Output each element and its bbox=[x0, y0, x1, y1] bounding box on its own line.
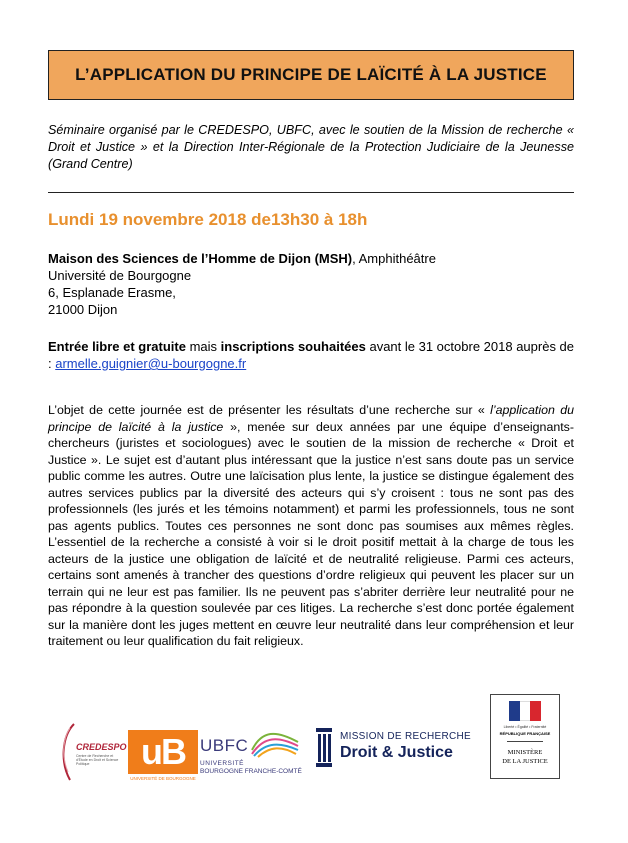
entry-registration: inscriptions souhaitées bbox=[220, 339, 366, 354]
description-paragraph bbox=[48, 402, 574, 650]
republic-name: RÉPUBLIQUE FRANÇAISE bbox=[499, 731, 551, 736]
email-link[interactable]: armelle.guignier@u-bourgogne.fr bbox=[55, 356, 247, 371]
ubfc-waves-icon bbox=[250, 728, 300, 758]
body-part-a: L’objet de cette journée est de présenter les résultats d’une recherche sur « bbox=[48, 403, 491, 417]
entry-text-b: avant le 31 octobre 2018 auprès de : bbox=[48, 339, 575, 371]
ub-logo bbox=[128, 730, 198, 782]
ubfc-logo bbox=[200, 726, 300, 781]
page-title: L’APPLICATION DU PRINCIPE DE LAÏCITÉ À LA JUSTICE bbox=[75, 65, 547, 84]
french-flag-icon bbox=[509, 701, 541, 721]
ubfc-name: UBFC bbox=[200, 736, 249, 755]
credespo-name: CREDESPO bbox=[76, 742, 127, 752]
republic-motto: Liberté • Égalité • Fraternité bbox=[503, 725, 547, 729]
venue-line3: 6, Esplanade Erasme, bbox=[48, 285, 176, 300]
title-banner bbox=[48, 50, 574, 100]
venue-block bbox=[48, 250, 574, 318]
entry-free: Entrée libre et gratuite bbox=[48, 339, 186, 354]
venue-line4: 21000 Dijon bbox=[48, 302, 118, 317]
ministry-divider bbox=[507, 741, 543, 742]
divider bbox=[48, 192, 574, 193]
credespo-subtext: Centre de Recherche et d'Étude en Droit et Science Politique bbox=[76, 754, 119, 766]
registration-info bbox=[48, 338, 574, 372]
columns-icon bbox=[316, 728, 332, 768]
ub-mark: uB bbox=[128, 730, 198, 774]
entry-text-a: mais bbox=[185, 339, 221, 354]
venue-line2: Université de Bourgogne bbox=[48, 268, 192, 283]
ministere-justice-logo bbox=[490, 694, 560, 779]
venue-room: , Amphithéâtre bbox=[352, 251, 436, 266]
ub-caption: UNIVERSITÉ DE BOURGOGNE bbox=[130, 776, 196, 781]
mission-line1: MISSION DE RECHERCHE bbox=[340, 731, 472, 742]
body-part-b: l’application du principe de laïcité à la justice bbox=[48, 403, 574, 434]
ministry-line1: MINISTÈRE bbox=[507, 749, 543, 756]
body-part-c: », menée sur deux années par une équipe d’enseignants-chercheurs (juristes et sociologues) avec le soutien de la mission de recherche « Droit et Justice ». Le sujet est d’autant plus intéressant que la justice n’est sans doute pas un service public comme les autres. Outre une laïcisation plus lente, la justice se distingue également des autres services publics par la diversité des acteurs qui s’y croisent : tous ne sont pas des professionnels (les jurés et les témoins notamment) et parmi les professionnels, tous ne sont pas agents publics. Toutes ces personnes ne sont donc pas soumises aux mêmes règles. L’essentiel de la recherche a consisté à voir si le droit positif mettait à la charge de tous les acteurs de la justice une obligation de laïcité et de neutralité religieuse. Parmi ces acteurs, certains sont amenés à trancher des questions d’ordre religieux qui peuvent les placer sur un terrain qui ne leur est pas familier. Ils ne peuvent pas s’abriter derrière leur neutralité pour ne pas répondre à la question soulevée par ces litiges. La recherche s’est donc portée également sur la manière dont les juges mettent en œuvre leur neutralité dans leur compréhension et leur traitement ou leur qualification du fait religieux. bbox=[48, 419, 574, 648]
mission-droit-justice-logo bbox=[316, 728, 486, 778]
credespo-logo bbox=[56, 722, 126, 782]
venue-name: Maison des Sciences de l’Homme de Dijon (MSH) bbox=[48, 251, 353, 266]
event-date: Lundi 19 novembre 2018 de13h30 à 18h bbox=[48, 210, 368, 229]
subtitle: Séminaire organisé par le CREDESPO, UBFC, avec le soutien de la Mission de recherche « Droit et Justice » et la Direction Inter-Régionale de la Protection Judiciaire de la Jeunesse (Grand Centre) bbox=[48, 123, 574, 171]
ministry-line2: DE LA JUSTICE bbox=[502, 758, 548, 765]
credespo-swoosh-icon bbox=[56, 722, 80, 782]
ubfc-line1: UNIVERSITÉ bbox=[200, 760, 245, 767]
partner-logos bbox=[48, 700, 608, 795]
ubfc-line2: BOURGOGNE FRANCHE-COMTÉ bbox=[200, 768, 302, 775]
mission-line2: Droit & Justice bbox=[340, 744, 453, 761]
